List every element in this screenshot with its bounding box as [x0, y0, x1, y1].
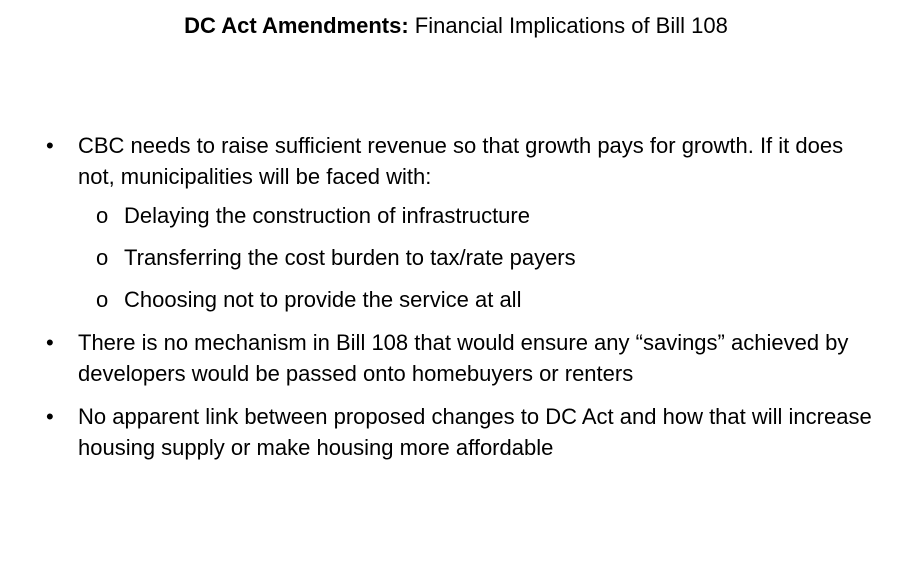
slide-title	[0, 12, 912, 40]
sub-bullet-item	[78, 284, 874, 315]
bullet-item	[44, 327, 874, 389]
sub-bullet-text: Transferring the cost burden to tax/rate payers	[124, 245, 576, 270]
bullet-item	[44, 130, 874, 315]
sub-bullet-icon: o	[96, 245, 109, 270]
sub-bullet-item	[78, 242, 874, 273]
sub-bullet-text: Choosing not to provide the service at all	[124, 287, 522, 312]
bullet-item	[44, 401, 874, 463]
sub-bullet-icon: o	[96, 203, 109, 228]
sub-bullet-item	[78, 200, 874, 231]
bullet-text: No apparent link between proposed changes to DC Act and how that will increase housing supply or make housing more affordable	[78, 404, 872, 460]
bullet-icon: •	[46, 133, 54, 158]
sub-bullet-list	[78, 200, 874, 315]
bullet-icon: •	[46, 330, 54, 355]
sub-bullet-icon: o	[96, 287, 109, 312]
sub-bullet-text: Delaying the construction of infrastructure	[124, 203, 530, 228]
bullet-text: There is no mechanism in Bill 108 that would ensure any “savings” achieved by developers would be passed onto homebuyers or renters	[78, 330, 849, 386]
bullet-list	[44, 130, 874, 475]
bullet-text: CBC needs to raise sufficient revenue so that growth pays for growth. If it does not, municipalities will be faced with:	[78, 133, 844, 189]
slide-title-bold: DC Act Amendments:	[184, 13, 409, 38]
slide-title-rest: Financial Implications of Bill 108	[408, 13, 728, 38]
bullet-icon: •	[46, 404, 54, 429]
